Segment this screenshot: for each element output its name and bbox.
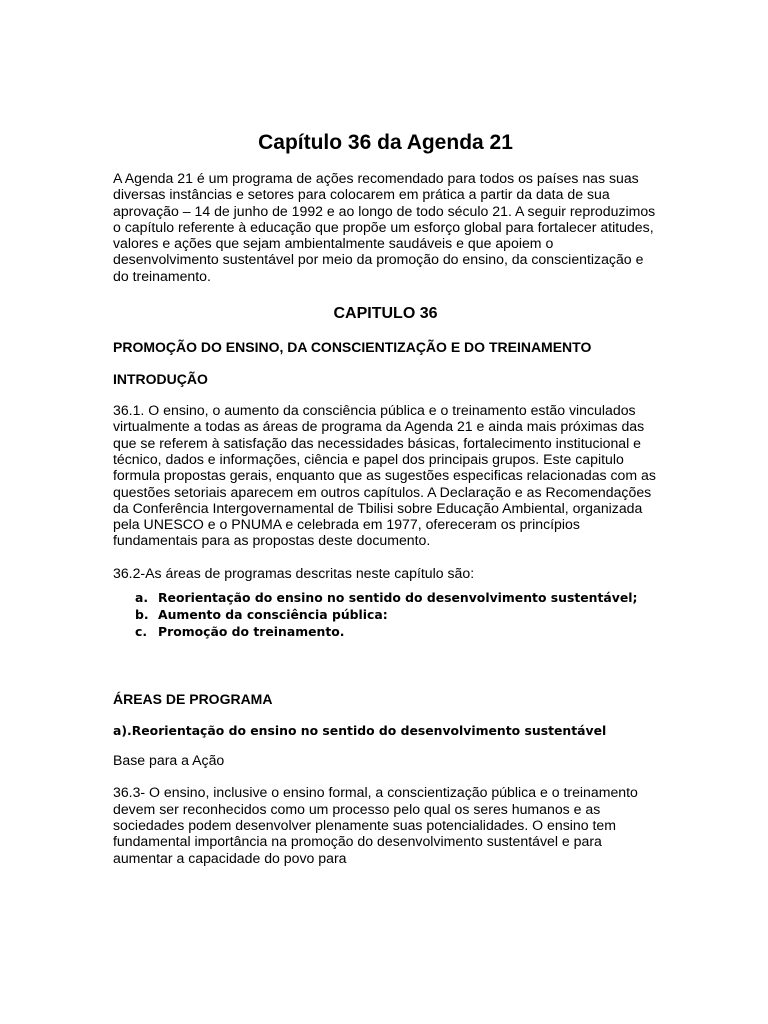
intro-paragraph: A Agenda 21 é um programa de ações recomendado para todos os países nas suas diversas instâncias e setores para colocarem em prática a partir da data de sua aprovação – 14 de junho de 1992 e ao longo de todo século 21. A seguir reproduzimos o capítulo referente à educação que propõe um esforço global para fortalecer atitudes, valores e ações que sejam ambientalmente saudáveis e que apoiem o desenvolvimento sustentável por meio da promoção do ensino, da conscientização e do treinamento.: [113, 170, 656, 284]
list-item: [135, 606, 658, 623]
list-marker: a.: [135, 590, 149, 606]
list-marker: b.: [135, 607, 149, 623]
list-item: [135, 589, 658, 606]
base-for-action-label: Base para a Ação: [113, 752, 225, 769]
introduction-heading: INTRODUÇÃO: [113, 371, 208, 388]
document-title: Capítulo 36 da Agenda 21: [258, 131, 513, 154]
list-marker: c.: [135, 624, 148, 640]
list-item: [135, 623, 658, 640]
program-areas-heading: ÁREAS DE PROGRAMA: [113, 691, 273, 708]
document-page: [113, 130, 658, 866]
paragraph-36-2: 36.2-As áreas de programas descritas neste capítulo são:: [113, 564, 475, 581]
list-item-text: Promoção do treinamento.: [158, 624, 345, 640]
chapter-subtitle: PROMOÇÃO DO ENSINO, DA CONSCIENTIZAÇÃO E DO TREINAMENTO: [113, 339, 592, 356]
list-item-text: Aumento da consciência pública:: [158, 607, 388, 623]
list-item-text: Reorientação do ensino no sentido do desenvolvimento sustentável;: [158, 590, 638, 606]
program-areas-list: [113, 589, 658, 640]
paragraph-36-3: 36.3- O ensino, inclusive o ensino formal, a conscientização pública e o treinamento devem ser reconhecidos como um processo pelo qual os seres humanos e as sociedades podem desenvolver plenamente suas potencialidades. O ensino tem fundamental importância na promoção do desenvolvimento sustentável e para aumentar a capacidade do povo para: [113, 784, 638, 866]
area-a-heading: a).Reorientação do ensino no sentido do desenvolvimento sustentável: [113, 723, 607, 739]
paragraph-36-1: 36.1. O ensino, o aumento da consciência pública e o treinamento estão vinculados virtualmente a todas as áreas de programa da Agenda 21 e ainda mais próximas das que se referem à satisfação das necessidades básicas, fortalecimento institucional e técnico, dados e informações, ciência e papel dos principais grupos. Este capitulo formula propostas gerais, enquanto que as sugestões especificas relacionadas com as questões setoriais aparecem em outros capítulos. A Declaração e as Recomendações da Conferência Intergovernamental de Tbilisi sobre Educação Ambiental, organizada pela UNESCO e o PNUMA e celebrada em 1977, ofereceram os princípios fundamentais para as propostas deste documento.: [113, 402, 656, 549]
chapter-heading: CAPITULO 36: [333, 305, 438, 323]
